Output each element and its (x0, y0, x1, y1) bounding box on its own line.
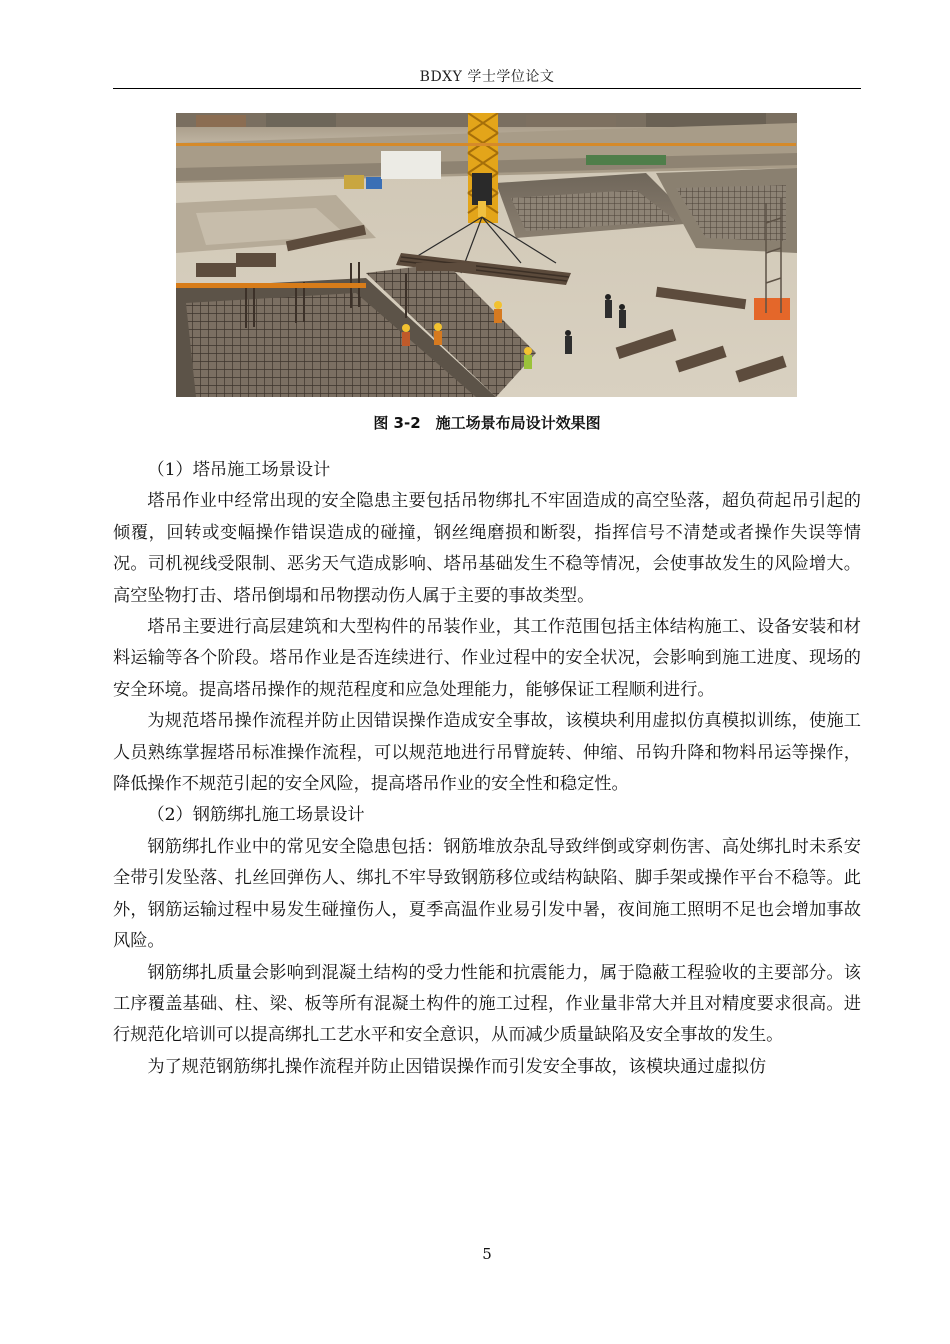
paragraph: 钢筋绑扎作业中的常见安全隐患包括：钢筋堆放杂乱导致绊倒或穿刺伤害、高处绑扎时未系安全带引发坠落、扎丝回弹伤人、绑扎不牢导致钢筋移位或结构缺陷、脚手架或操作平台不稳等。此外，钢筋运输过程中易发生碰撞伤人，夏季高温作业易引发中暑，夜间施工照明不足也会增加事故风险。 (113, 836, 861, 952)
header-rule (113, 88, 861, 89)
paragraph: 塔吊主要进行高层建筑和大型构件的吊装作业，其工作范围包括主体结构施工、设备安装和材料运输等各个阶段。塔吊作业是否连续进行、作业过程中的安全状况，会影响到施工进度、现场的安全环境。提高塔吊操作的规范程度和应急处理能力，能够保证工程顺利进行。 (113, 617, 861, 700)
body-text (113, 455, 861, 1083)
section-heading: （1）塔吊施工场景设计 (147, 460, 331, 480)
section-heading: （2）钢筋绑扎施工场景设计 (147, 805, 365, 826)
construction-site-photo (176, 113, 797, 397)
figure-caption: 图 3-2 施工场景布局设计效果图 (373, 414, 601, 432)
paragraph: 为规范塔吊操作流程并防止因错误操作造成安全事故，该模块利用虚拟仿真模拟训练，使施工人员熟练掌握塔吊标准操作流程，可以规范地进行吊臂旋转、伸缩、吊钩升降和物料吊运等操作，降低操作不规范引起的安全风险，提高塔吊作业的安全性和稳定性。 (113, 711, 861, 795)
paragraph: 为了规范钢筋绑扎操作流程并防止因错误操作而引发安全事故，该模块通过虚拟仿 (147, 1056, 767, 1077)
paragraph: 塔吊作业中经常出现的安全隐患主要包括吊物绑扎不牢固造成的高空坠落，超负荷起吊引起的倾覆，回转或变幅操作错误造成的碰撞，钢丝绳磨损和断裂，指挥信号不清楚或者操作失误等情况。司机视线受限制、恶劣天气造成影响、塔吊基础发生不稳等情况，会使事故发生的风险增大。高空坠物打击、塔吊倒塌和吊物摆动伤人属于主要的事故类型。 (113, 491, 861, 606)
page-number: 5 (482, 1245, 492, 1263)
header-title: BDXY 学士学位论文 (419, 69, 555, 85)
paragraph: 钢筋绑扎质量会影响到混凝土结构的受力性能和抗震能力，属于隐蔽工程验收的主要部分。该工序覆盖基础、柱、梁、板等所有混凝土构件的施工过程，作业量非常大并且对精度要求很高。进行规范化培训可以提高绑扎工艺水平和安全意识，从而减少质量缺陷及安全事故的发生。 (113, 962, 861, 1046)
